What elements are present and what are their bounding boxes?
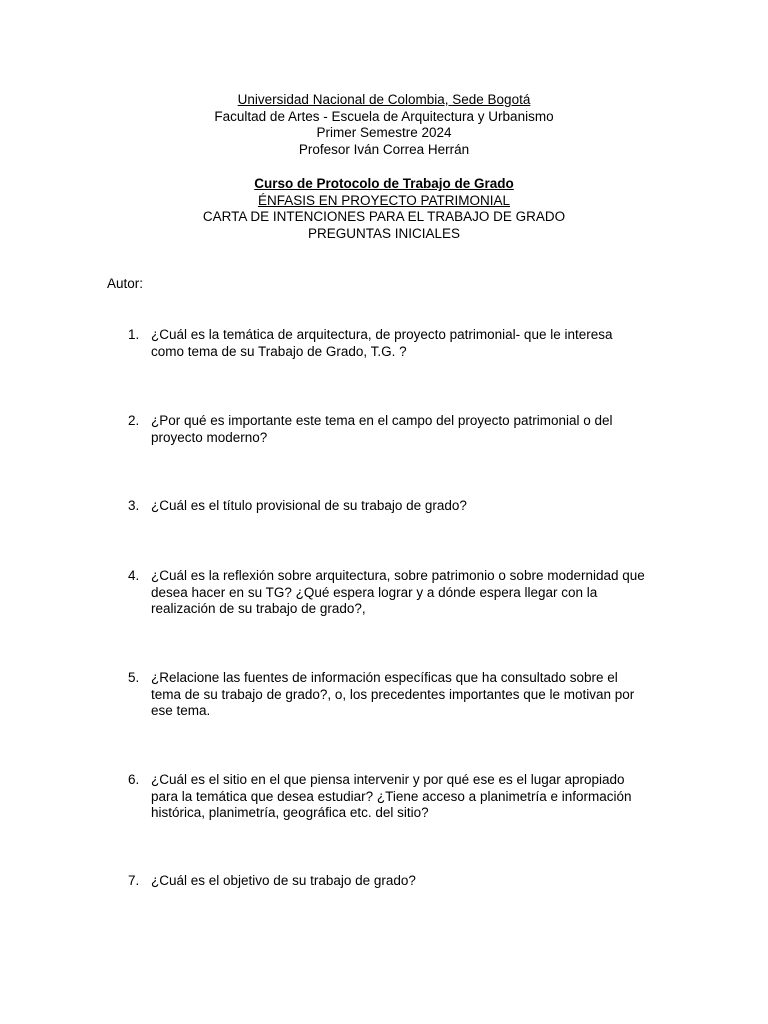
questions-title: PREGUNTAS INICIALES bbox=[307, 225, 461, 241]
question-number: 5. bbox=[128, 670, 140, 685]
question-text: ¿Cuál es el objetivo de su trabajo de grado? bbox=[151, 873, 416, 888]
question-text: ¿Por qué es importante este tema en el campo del proyecto patrimonial o del proyecto moderno? bbox=[151, 413, 613, 445]
question-number: 7. bbox=[128, 873, 140, 888]
question-number: 6. bbox=[128, 772, 140, 787]
question-text: ¿Relacione las fuentes de información específicas que ha consultado sobre el tema de su trabajo de grado?, o, los precedentes importantes que le motivan por ese tema. bbox=[151, 670, 635, 718]
question-text: ¿Cuál es el título provisional de su trabajo de grado? bbox=[151, 498, 467, 513]
letter-title: CARTA DE INTENCIONES PARA EL TRABAJO DE GRADO bbox=[202, 209, 566, 224]
question-number: 4. bbox=[128, 568, 140, 583]
question-text: ¿Cuál es la reflexión sobre arquitectura, sobre patrimonio o sobre modernidad que desea hacer en su TG? ¿Qué espera lograr y a dónde espera llegar con la realización de su trabajo de grado?, bbox=[151, 568, 645, 616]
author-label: Autor: bbox=[107, 276, 144, 291]
question-number: 1. bbox=[128, 327, 140, 342]
emphasis-title: ÉNFASIS EN PROYECTO PATRIMONIAL bbox=[257, 192, 511, 208]
university-name: Universidad Nacional de Colombia, Sede Bogotá bbox=[237, 92, 531, 107]
question-number: 2. bbox=[128, 413, 140, 428]
document-header bbox=[0, 92, 768, 242]
semester: Primer Semestre 2024 bbox=[316, 125, 452, 140]
faculty-name: Facultad de Artes - Escuela de Arquitectura y Urbanismo bbox=[214, 108, 554, 124]
professor-name: Profesor Iván Correa Herrán bbox=[298, 141, 470, 157]
course-title: Curso de Protocolo de Trabajo de Grado bbox=[254, 176, 514, 191]
question-number: 3. bbox=[128, 498, 140, 513]
question-text: ¿Cuál es el sitio en el que piensa intervenir y por qué ese es el lugar apropiado para la temática que desea estudiar? ¿Tiene acceso a planimetría e información histórica, planimetría, geográfica etc. del sitio? bbox=[151, 772, 632, 820]
question-text: ¿Cuál es la temática de arquitectura, de proyecto patrimonial- que le interesa como tema de su Trabajo de Grado, T.G. ? bbox=[151, 327, 613, 359]
